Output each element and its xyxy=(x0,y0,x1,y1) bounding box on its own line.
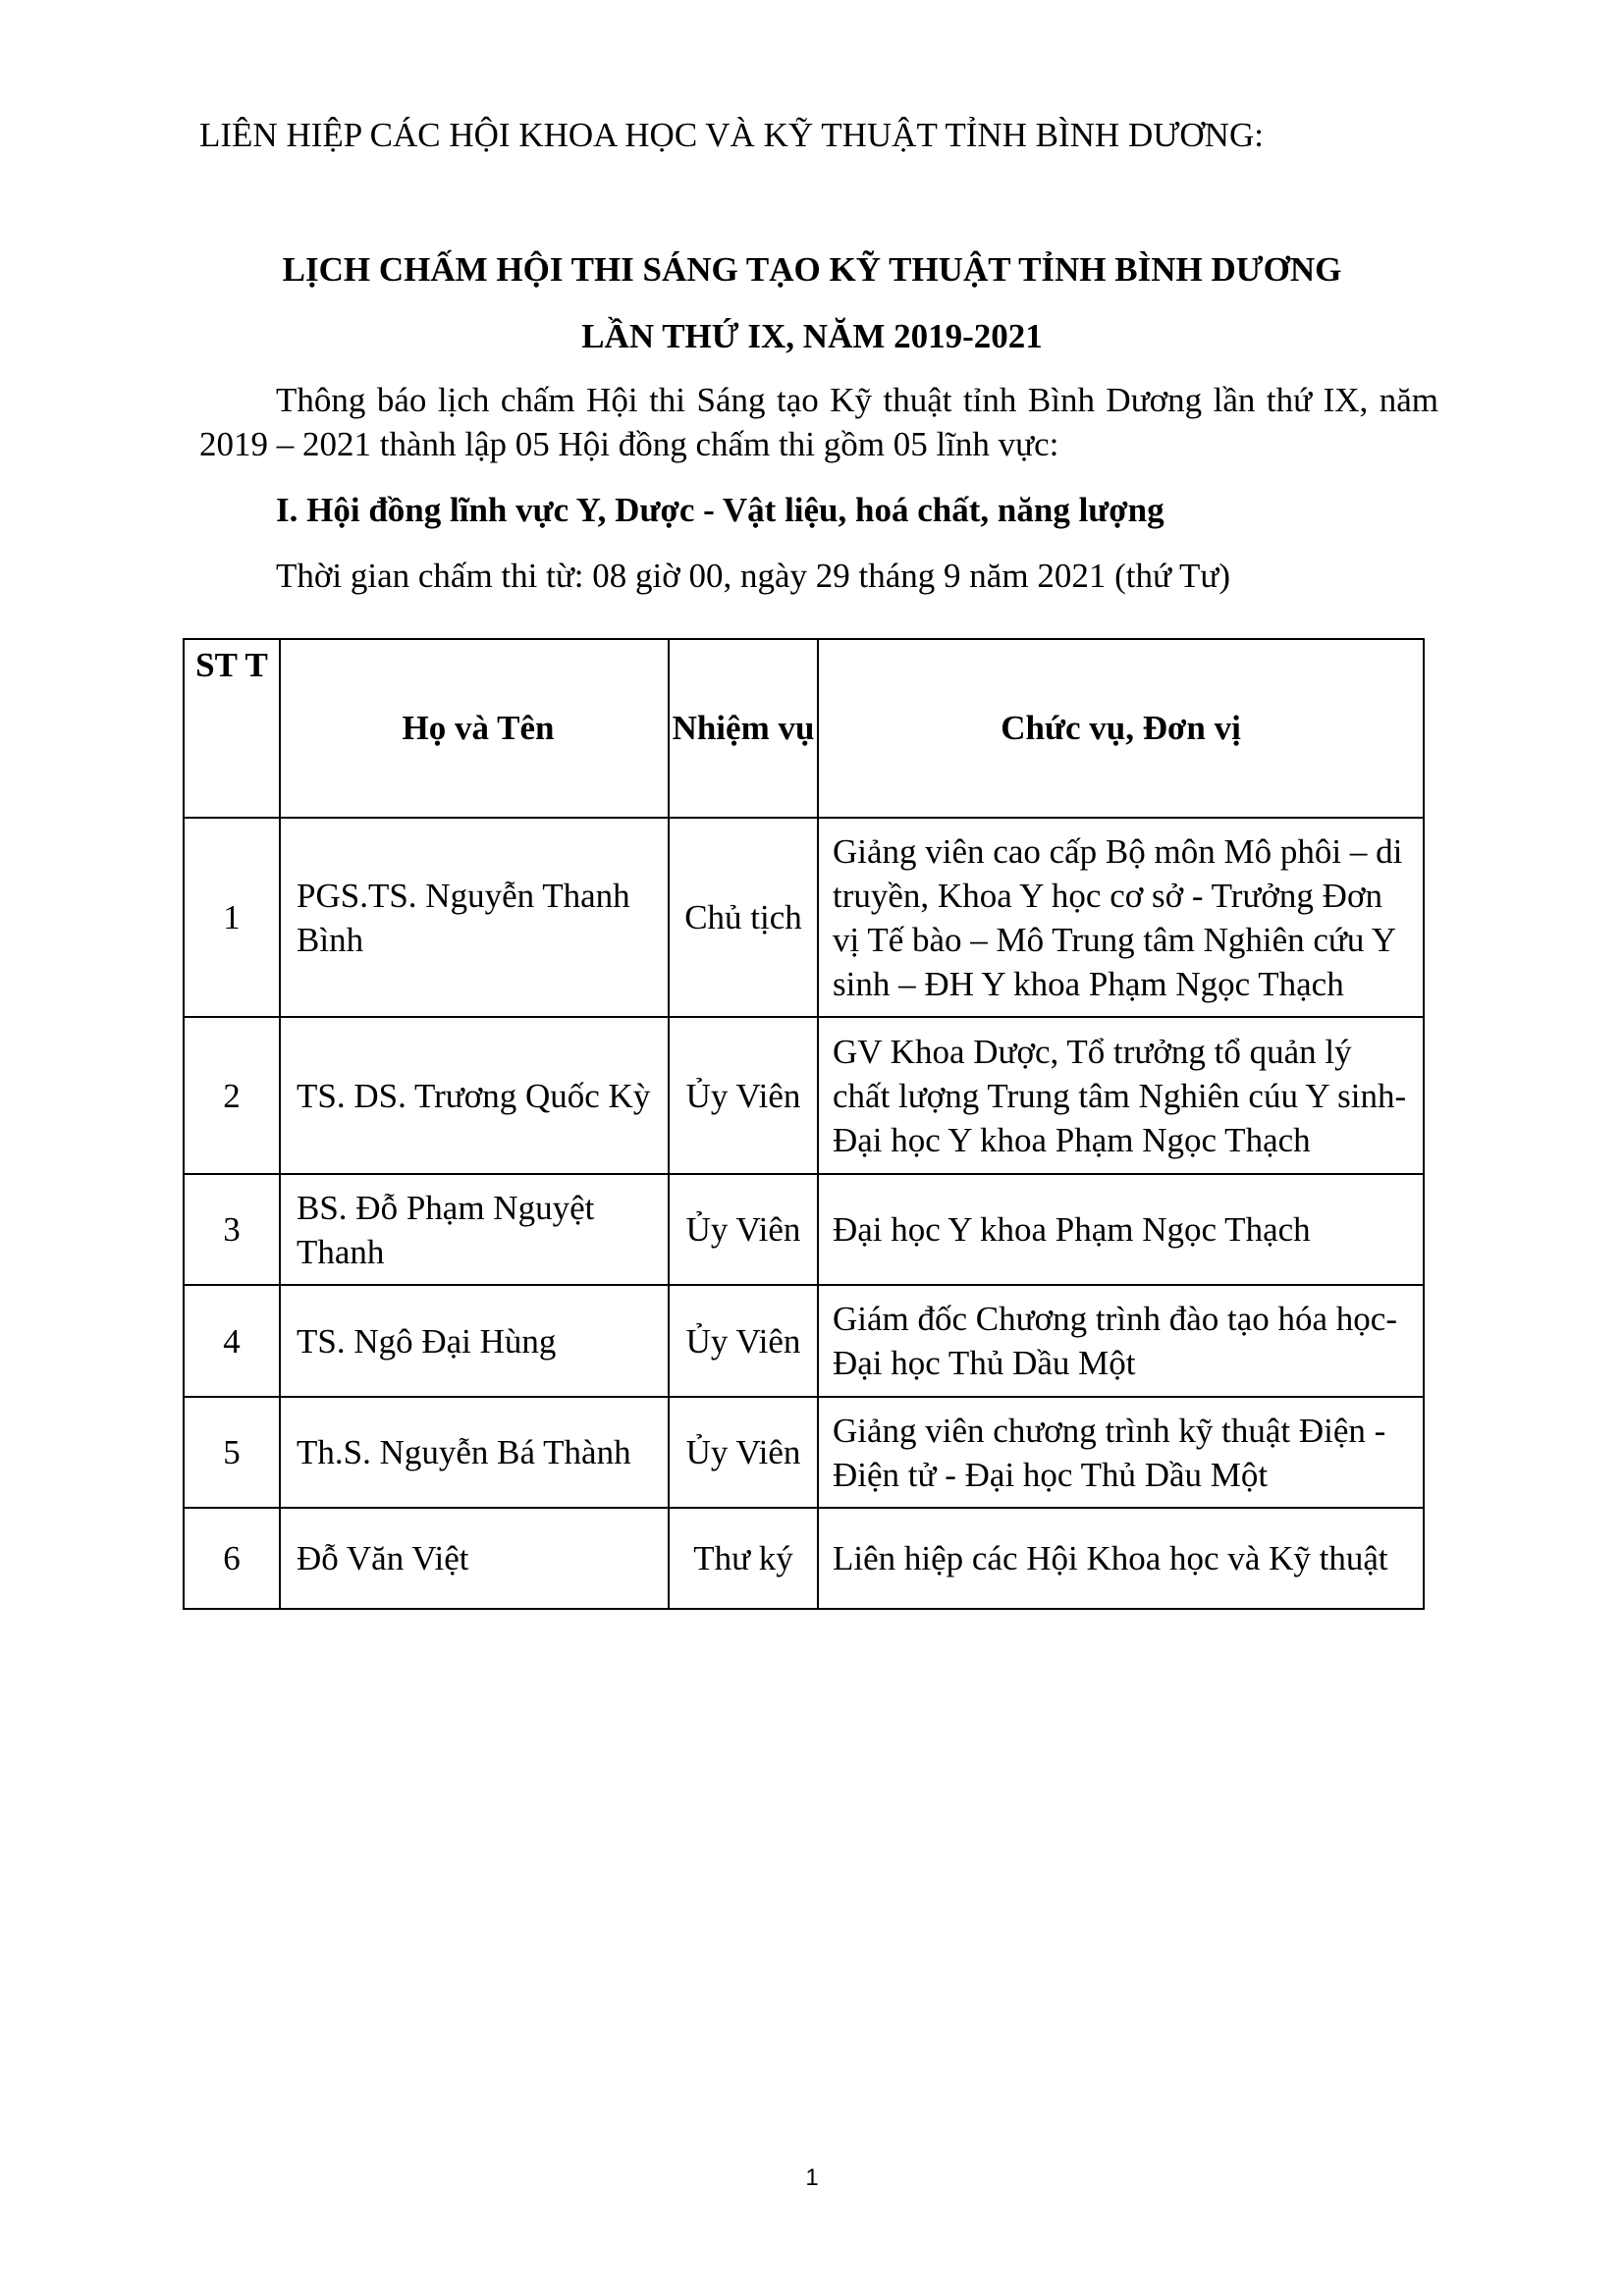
row-task: Ủy Viên xyxy=(669,1174,818,1285)
row-unit: Giảng viên cao cấp Bộ môn Mô phôi – di truyền, Khoa Y học cơ sở - Trưởng Đơn vị Tế bào – Mô Trung tâm Nghiên cứu Y sinh – ĐH Y khoa Phạm Ngọc Thạch xyxy=(818,818,1424,1017)
table-row xyxy=(184,1174,1424,1285)
row-stt: 2 xyxy=(184,1017,280,1174)
row-name: Th.S. Nguyễn Bá Thành xyxy=(280,1397,669,1508)
row-task: Ủy Viên xyxy=(669,1285,818,1397)
intro-paragraph: Thông báo lịch chấm Hội thi Sáng tạo Kỹ thuật tỉnh Bình Dương lần thứ IX, năm 2019 – 2021 thành lập 05 Hội đồng chấm thi gồm 05 lĩnh vực: xyxy=(199,381,1438,463)
table-row xyxy=(184,1017,1424,1174)
row-name: PGS.TS. Nguyễn Thanh Bình xyxy=(280,818,669,1017)
row-unit: Giảng viên chương trình kỹ thuật Điện - Điện tử - Đại học Thủ Dầu Một xyxy=(818,1397,1424,1508)
row-stt: 3 xyxy=(184,1174,280,1285)
row-name: BS. Đỗ Phạm Nguyệt Thanh xyxy=(280,1174,669,1285)
table-row xyxy=(184,1285,1424,1397)
document-subtitle: LẦN THỨ IX, NĂM 2019-2021 xyxy=(581,317,1043,355)
column-header-stt: ST T xyxy=(184,639,280,818)
committee-table xyxy=(183,638,1425,1610)
column-header-name: Họ và Tên xyxy=(280,639,669,818)
table-row xyxy=(184,1397,1424,1508)
row-unit: Giám đốc Chương trình đào tạo hóa học- Đại học Thủ Dầu Một xyxy=(818,1285,1424,1397)
row-stt: 5 xyxy=(184,1397,280,1508)
row-name: TS. Ngô Đại Hùng xyxy=(280,1285,669,1397)
table-row xyxy=(184,818,1424,1017)
section-heading: I. Hội đồng lĩnh vực Y, Dược - Vật liệu, hoá chất, năng lượng xyxy=(276,491,1164,529)
table-header-row xyxy=(184,639,1424,818)
row-unit: Liên hiệp các Hội Khoa học và Kỹ thuật xyxy=(818,1508,1424,1609)
row-name: Đỗ Văn Việt xyxy=(280,1508,669,1609)
row-stt: 6 xyxy=(184,1508,280,1609)
table-row xyxy=(184,1508,1424,1609)
row-task: Ủy Viên xyxy=(669,1397,818,1508)
column-header-unit: Chức vụ, Đơn vị xyxy=(818,639,1424,818)
row-task: Chủ tịch xyxy=(669,818,818,1017)
row-task: Ủy Viên xyxy=(669,1017,818,1174)
row-name: TS. DS. Trương Quốc Kỳ xyxy=(280,1017,669,1174)
document-title: LỊCH CHẤM HỘI THI SÁNG TẠO KỸ THUẬT TỈNH BÌNH DƯƠNG xyxy=(282,250,1342,289)
row-unit: Đại học Y khoa Phạm Ngọc Thạch xyxy=(818,1174,1424,1285)
page-number: 1 xyxy=(805,2164,819,2191)
organization-header: LIÊN HIỆP CÁC HỘI KHOA HỌC VÀ KỸ THUẬT TỈNH BÌNH DƯƠNG: xyxy=(199,116,1264,154)
row-unit: GV Khoa Dược, Tổ trưởng tổ quản lý chất lượng Trung tâm Nghiên cúu Y sinh- Đại học Y khoa Phạm Ngọc Thạch xyxy=(818,1017,1424,1174)
row-task: Thư ký xyxy=(669,1508,818,1609)
row-stt: 4 xyxy=(184,1285,280,1397)
row-stt: 1 xyxy=(184,818,280,1017)
schedule-time: Thời gian chấm thi từ: 08 giờ 00, ngày 29 tháng 9 năm 2021 (thứ Tư) xyxy=(276,557,1231,595)
column-header-task: Nhiệm vụ xyxy=(669,639,818,818)
